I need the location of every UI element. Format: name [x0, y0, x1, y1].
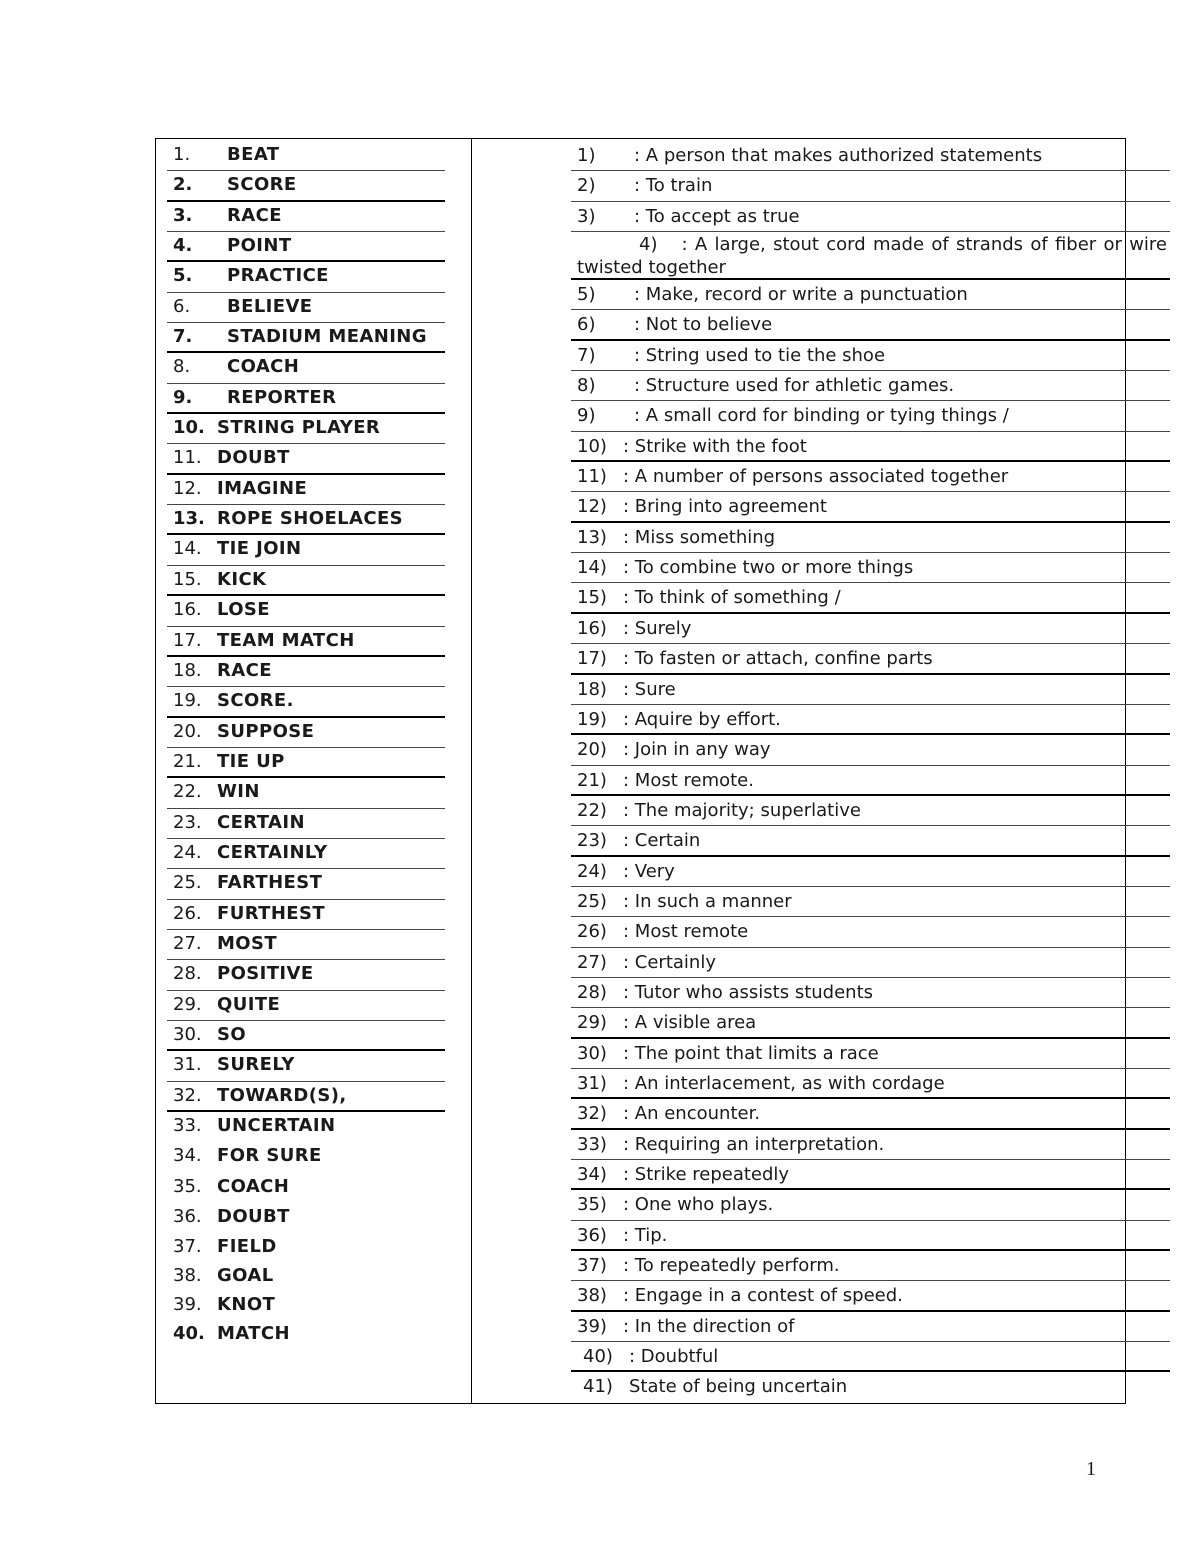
definition-number: 28)	[577, 981, 607, 1003]
definition-text: : Strike repeatedly	[623, 1164, 790, 1185]
definition-item	[571, 675, 1170, 705]
term-item	[167, 627, 445, 657]
term-number: 10.	[173, 417, 205, 439]
definition-item	[571, 492, 1170, 522]
term-number: 16.	[173, 599, 202, 621]
term-number: 19.	[173, 690, 202, 712]
definition-item	[571, 583, 1170, 613]
definition-item	[571, 1130, 1170, 1160]
term-word: IMAGINE	[217, 477, 308, 499]
definition-text: : A small cord for binding or tying things /	[634, 405, 1009, 427]
definition-item	[571, 948, 1170, 978]
definition-item	[571, 523, 1170, 553]
term-number: 35.	[173, 1175, 202, 1197]
term-item	[167, 475, 445, 505]
definition-item	[571, 401, 1170, 431]
term-item	[167, 687, 445, 717]
page-number: 1	[1086, 1458, 1096, 1480]
term-word: FOR SURE	[217, 1145, 322, 1167]
definition-text: : A visible area	[623, 1012, 757, 1034]
term-word: POINT	[227, 235, 292, 257]
term-word: SCORE.	[217, 690, 294, 712]
term-item	[167, 1233, 445, 1262]
term-item	[167, 1173, 445, 1203]
definition-item	[571, 1069, 1170, 1099]
definition-number: 29)	[577, 1012, 607, 1034]
term-word: REPORTER	[227, 386, 337, 408]
term-item	[167, 748, 445, 778]
definition-number: 31)	[577, 1072, 607, 1094]
term-item	[167, 991, 445, 1021]
term-word: UNCERTAIN	[217, 1115, 336, 1136]
term-word: TEAM MATCH	[217, 629, 355, 651]
definition-item	[571, 280, 1170, 310]
term-word: KNOT	[217, 1294, 276, 1316]
term-word: COACH	[227, 356, 300, 378]
term-item	[167, 1262, 445, 1291]
definition-text: : Engage in a contest of speed.	[623, 1285, 903, 1307]
term-word: WIN	[217, 781, 260, 803]
definition-number: 13)	[577, 526, 607, 548]
term-number: 27.	[173, 932, 202, 954]
definition-text: : To fasten or attach, confine parts	[623, 648, 933, 670]
term-item	[167, 809, 445, 839]
definition-text: : Certainly	[623, 951, 716, 973]
definition-item	[571, 310, 1170, 340]
term-item	[167, 1142, 445, 1172]
definition-item	[571, 1342, 1170, 1372]
definition-number: 30)	[577, 1042, 607, 1064]
term-number: 14.	[173, 538, 202, 560]
term-number: 30.	[173, 1023, 202, 1045]
definition-text: State of being uncertain	[629, 1376, 848, 1398]
term-item	[167, 1021, 445, 1051]
term-number: 21.	[173, 750, 202, 772]
term-item	[167, 1051, 445, 1081]
definition-text: : An encounter.	[623, 1103, 761, 1125]
term-word: GOAL	[217, 1265, 274, 1287]
definition-item	[571, 1190, 1170, 1220]
definition-number: 33)	[577, 1133, 607, 1155]
term-number: 1.	[173, 144, 191, 165]
term-item	[167, 839, 445, 869]
definition-item	[571, 1039, 1170, 1069]
term-word: STRING PLAYER	[217, 417, 381, 439]
term-word: POSITIVE	[217, 963, 314, 985]
definition-item	[571, 371, 1170, 401]
term-word: RACE	[217, 659, 272, 681]
term-number: 11.	[173, 447, 202, 469]
definition-text: : Bring into agreement	[623, 496, 827, 518]
term-number: 2.	[173, 174, 193, 196]
definition-text: : String used to tie the shoe	[634, 344, 886, 366]
definition-text: : Not to believe	[634, 314, 773, 336]
definition-text: : Certain	[623, 830, 701, 852]
term-word: TIE UP	[217, 750, 285, 772]
definition-text: : To repeatedly perform.	[623, 1255, 840, 1277]
term-number: 7.	[173, 326, 193, 348]
definition-text: : Requiring an interpretation.	[623, 1133, 885, 1155]
term-number: 6.	[173, 295, 191, 317]
term-item	[167, 505, 445, 535]
term-item	[167, 444, 445, 474]
definition-item	[571, 553, 1170, 583]
term-item	[167, 323, 445, 353]
definition-number: 10)	[577, 435, 607, 457]
definition-number: 37)	[577, 1255, 607, 1277]
term-word: COACH	[217, 1175, 290, 1197]
term-item	[167, 1082, 445, 1112]
term-word: RACE	[227, 204, 282, 226]
term-number: 33.	[173, 1115, 202, 1136]
definition-number: 25)	[577, 890, 607, 912]
definition-item	[571, 1099, 1170, 1129]
term-word: MOST	[217, 932, 278, 954]
definition-item	[571, 917, 1170, 947]
definition-item	[571, 705, 1170, 735]
definition-item	[571, 1312, 1170, 1342]
definition-text: : To think of something /	[623, 587, 841, 609]
definition-item	[571, 644, 1170, 674]
definition-number: 36)	[577, 1224, 607, 1246]
term-item	[167, 384, 445, 414]
term-number: 18.	[173, 659, 202, 681]
term-item	[167, 232, 445, 262]
term-item	[167, 566, 445, 596]
definition-text: : Miss something	[623, 526, 776, 548]
term-word: SUPPOSE	[217, 720, 315, 742]
term-word: FURTHEST	[217, 902, 326, 924]
term-item	[167, 869, 445, 899]
term-item	[167, 1112, 445, 1142]
definition-number: 35)	[577, 1194, 607, 1216]
definition-number: 19)	[577, 708, 607, 730]
definition-item	[571, 202, 1170, 232]
definition-item	[571, 1372, 1170, 1402]
definition-text: : Strike with the foot	[623, 435, 807, 457]
definition-text	[577, 233, 1167, 279]
definition-number: 27)	[577, 951, 607, 973]
term-word: CERTAIN	[217, 811, 305, 833]
term-word: ROPE SHOELACES	[217, 508, 404, 530]
term-item	[167, 535, 445, 565]
term-word: QUITE	[217, 993, 281, 1015]
term-number: 31.	[173, 1054, 202, 1076]
definition-text: : Aquire by effort.	[623, 708, 781, 730]
definition-item	[571, 232, 1170, 280]
definition-number: 11)	[577, 466, 607, 488]
term-word: BELIEVE	[227, 295, 313, 317]
definition-number: 1)	[577, 145, 596, 166]
definition-item	[571, 341, 1170, 371]
definition-item	[571, 614, 1170, 644]
definition-number: 20)	[577, 739, 607, 761]
definition-number: 34)	[577, 1164, 607, 1185]
term-word: STADIUM MEANING	[227, 326, 427, 348]
definition-text: : To accept as true	[634, 205, 800, 227]
definition-item	[571, 141, 1170, 171]
term-word: BEAT	[227, 144, 280, 165]
definition-item	[571, 978, 1170, 1008]
term-word: FIELD	[217, 1236, 277, 1258]
definition-item	[571, 1281, 1170, 1311]
term-number: 38.	[173, 1265, 202, 1287]
definition-item	[571, 462, 1170, 492]
term-item	[167, 262, 445, 292]
definition-number: 6)	[577, 314, 596, 336]
definition-text: : Structure used for athletic games.	[634, 375, 955, 397]
term-number: 9.	[173, 386, 193, 408]
term-number: 5.	[173, 265, 193, 287]
definition-number: 4)	[639, 234, 658, 256]
term-number: 17.	[173, 629, 202, 651]
definition-text: : Very	[623, 860, 675, 882]
definition-text: : Tutor who assists students	[623, 981, 874, 1003]
term-number: 3.	[173, 204, 193, 226]
definition-text: : Make, record or write a punctuation	[634, 284, 968, 306]
term-item	[167, 1203, 445, 1233]
term-item	[167, 930, 445, 960]
definition-number: 38)	[577, 1285, 607, 1307]
definition-number: 18)	[577, 678, 607, 700]
definition-item	[571, 766, 1170, 796]
term-word: FARTHEST	[217, 872, 323, 894]
definition-number: 41)	[583, 1376, 613, 1398]
definition-number: 40)	[583, 1346, 613, 1368]
term-item	[167, 1291, 445, 1320]
definition-text: : In the direction of	[623, 1315, 795, 1337]
definition-item	[571, 796, 1170, 826]
definition-item	[571, 1008, 1170, 1038]
term-number: 8.	[173, 356, 191, 378]
term-item	[167, 141, 445, 171]
term-number: 37.	[173, 1236, 202, 1258]
term-item	[167, 414, 445, 444]
definition-item	[571, 1160, 1170, 1190]
definition-number: 16)	[577, 617, 607, 639]
term-number: 22.	[173, 781, 202, 803]
term-word: TIE JOIN	[217, 538, 302, 560]
definition-number: 5)	[577, 284, 596, 306]
definition-number: 21)	[577, 769, 607, 791]
term-number: 24.	[173, 841, 202, 863]
definition-number: 39)	[577, 1315, 607, 1337]
definition-item	[571, 826, 1170, 856]
definition-text: : A person that makes authorized statements	[634, 145, 1043, 166]
term-word: KICK	[217, 568, 267, 590]
term-number: 34.	[173, 1145, 202, 1167]
definition-text: : Doubtful	[629, 1346, 719, 1368]
term-word: SURELY	[217, 1054, 295, 1076]
definition-number: 26)	[577, 921, 607, 943]
definition-item	[571, 887, 1170, 917]
term-number: 12.	[173, 477, 202, 499]
term-item	[167, 202, 445, 232]
definition-number: 7)	[577, 344, 596, 366]
definition-text: : Most remote	[623, 921, 749, 943]
definition-text: : To train	[634, 175, 713, 197]
definition-number: 3)	[577, 205, 596, 227]
term-word: SO	[217, 1023, 247, 1045]
column-divider	[471, 138, 472, 1404]
definition-text: : Surely	[623, 617, 692, 639]
definition-number: 17)	[577, 648, 607, 670]
term-item	[167, 353, 445, 383]
term-item	[167, 718, 445, 748]
definition-item	[571, 171, 1170, 201]
term-item	[167, 171, 445, 201]
definition-text: : Most remote.	[623, 769, 754, 791]
term-item	[167, 1320, 445, 1349]
definition-number: 22)	[577, 799, 607, 821]
definition-text: : The point that limits a race	[623, 1042, 879, 1064]
term-item	[167, 900, 445, 930]
term-number: 32.	[173, 1084, 202, 1106]
term-word: DOUBT	[217, 447, 290, 469]
definition-text: : Tip.	[623, 1224, 668, 1246]
term-item	[167, 293, 445, 323]
definition-number: 14)	[577, 557, 607, 579]
term-number: 15.	[173, 568, 202, 590]
term-word: CERTAINLY	[217, 841, 328, 863]
definition-number: 8)	[577, 375, 596, 397]
term-item	[167, 657, 445, 687]
definition-text: : Join in any way	[623, 739, 771, 761]
definition-text: : To combine two or more things	[623, 557, 914, 579]
term-number: 20.	[173, 720, 202, 742]
term-word: MATCH	[217, 1323, 290, 1345]
definition-text-inline: : A large, stout cord made of strands of fiber or wire twisted together	[577, 234, 1167, 279]
term-number: 13.	[173, 508, 205, 530]
definition-text: : One who plays.	[623, 1194, 774, 1216]
term-item	[167, 960, 445, 990]
term-number: 36.	[173, 1206, 202, 1228]
term-number: 29.	[173, 993, 202, 1015]
definition-number: 15)	[577, 587, 607, 609]
term-number: 40.	[173, 1323, 205, 1345]
definitions-list	[571, 141, 1170, 1403]
definition-item	[571, 857, 1170, 887]
term-number: 23.	[173, 811, 202, 833]
definition-text: : Sure	[623, 678, 676, 700]
definition-item	[571, 1221, 1170, 1251]
term-word: SCORE	[227, 174, 297, 196]
term-word: TOWARD(S),	[217, 1084, 347, 1106]
definition-item	[571, 1251, 1170, 1281]
term-number: 39.	[173, 1294, 202, 1316]
term-number: 25.	[173, 872, 202, 894]
definition-text: : In such a manner	[623, 890, 792, 912]
term-number: 4.	[173, 235, 193, 257]
terms-list	[167, 141, 445, 1349]
term-item	[167, 596, 445, 626]
definition-text: : A number of persons associated together	[623, 466, 1009, 488]
term-item	[167, 778, 445, 808]
definition-number: 9)	[577, 405, 596, 427]
term-number: 26.	[173, 902, 202, 924]
definition-number: 12)	[577, 496, 607, 518]
definition-item	[571, 735, 1170, 765]
definition-text: : The majority; superlative	[623, 799, 861, 821]
definition-number: 2)	[577, 175, 596, 197]
definition-text: : An interlacement, as with cordage	[623, 1072, 945, 1094]
definition-number: 24)	[577, 860, 607, 882]
term-word: DOUBT	[217, 1206, 290, 1228]
term-number: 28.	[173, 963, 202, 985]
definition-number: 23)	[577, 830, 607, 852]
term-word: LOSE	[217, 599, 270, 621]
definition-item	[571, 432, 1170, 462]
definition-number: 32)	[577, 1103, 607, 1125]
term-word: PRACTICE	[227, 265, 329, 287]
